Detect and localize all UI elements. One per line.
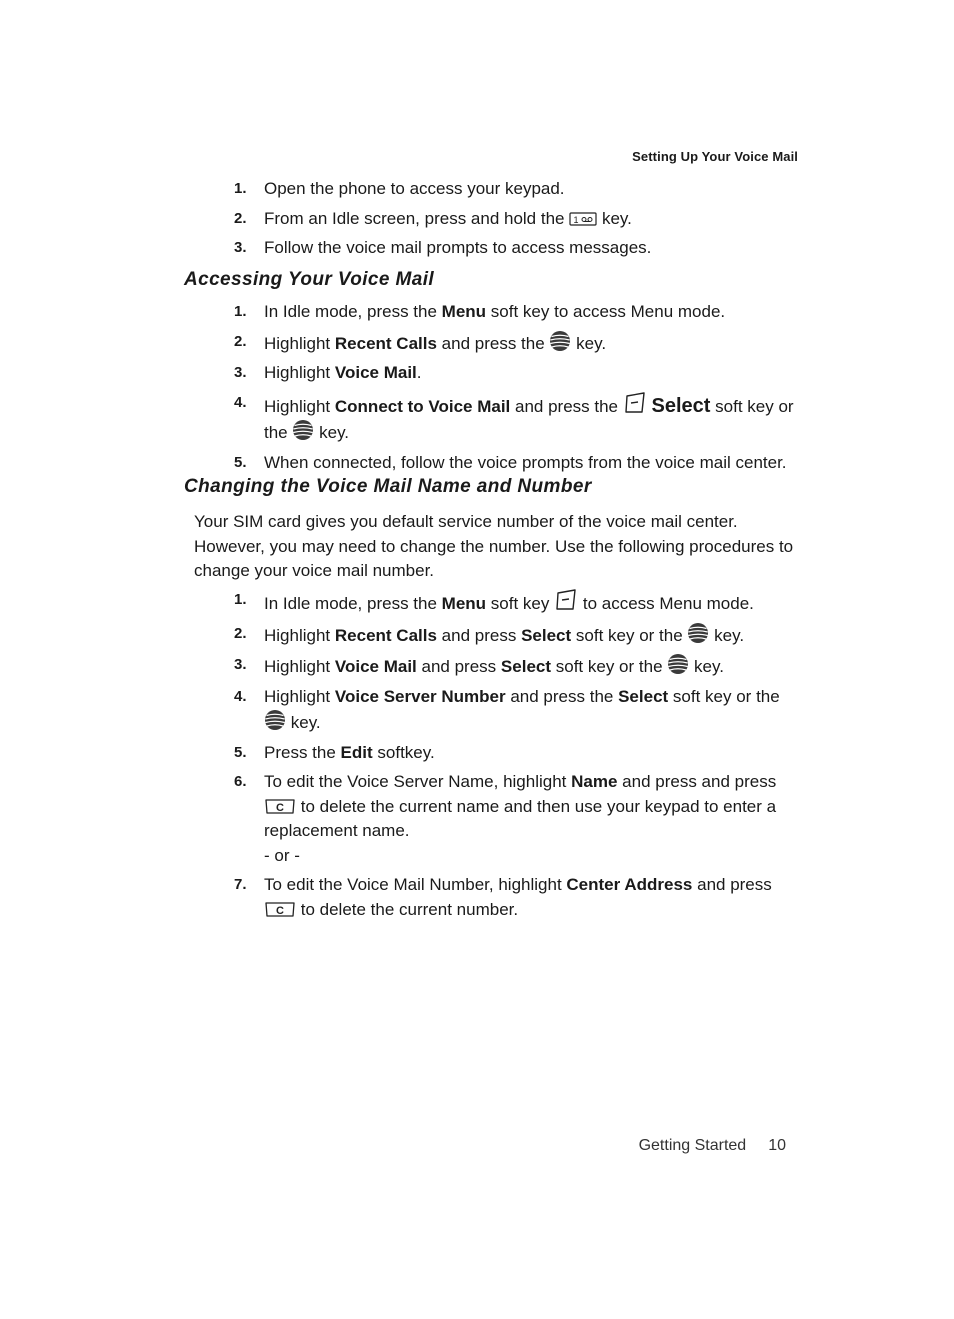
step-number: 2.: [234, 624, 247, 642]
menu-keyword: Menu: [441, 594, 487, 613]
clear-c-key-icon: [264, 900, 296, 918]
left-soft-key-icon: [623, 391, 647, 415]
step-text: To edit the Voice Server Name, highlight: [264, 772, 567, 791]
select-keyword: Select: [618, 686, 669, 706]
step-text: Open the phone to access your keypad.: [264, 179, 565, 198]
list-item: [234, 622, 800, 649]
att-globe-ok-key-icon: [667, 653, 689, 675]
list-item: [234, 770, 800, 868]
step-text: and press the: [510, 686, 614, 706]
menu-keyword: Menu: [441, 302, 487, 321]
select-keyword: Select: [651, 394, 711, 417]
step-number: 1.: [234, 180, 247, 197]
list-item: [234, 177, 800, 202]
step-text: soft key or the: [575, 625, 683, 645]
step-text: softkey.: [377, 742, 435, 762]
list-item: [234, 741, 800, 766]
left-soft-key-icon: [554, 588, 578, 612]
voice-server-number-keyword: Voice Server Number: [334, 686, 506, 706]
step-text: Follow the voice mail prompts to access messages.: [264, 238, 652, 257]
step-number: 6.: [234, 773, 247, 790]
step-text: key.: [576, 333, 607, 353]
step-number: 7.: [234, 876, 247, 893]
section-title-accessing: Accessing Your Voice Mail: [184, 269, 435, 290]
step-text: and press the: [441, 333, 545, 353]
step-number: 1.: [234, 591, 247, 608]
step-text: When connected, follow the voice prompts from the voice mail center.: [264, 452, 787, 472]
intro-paragraph: Your SIM card gives you default service number of the voice mail center. However, you may need to change the number. Use the following procedures to change your voice mail number.: [194, 512, 794, 580]
step-text: key.: [714, 625, 745, 645]
step-text: soft key or the: [264, 396, 794, 442]
voice-mail-keyword: Voice Mail: [334, 657, 417, 676]
step-text: key.: [601, 208, 632, 228]
changing-steps-list: [234, 588, 800, 922]
list-item: [234, 300, 800, 325]
recent-calls-keyword: Recent Calls: [334, 333, 437, 353]
step-text: Highlight: [264, 396, 331, 416]
att-globe-ok-key-icon: [549, 330, 571, 352]
running-header: Setting Up Your Voice Mail: [632, 149, 798, 164]
step-text: and press: [441, 625, 517, 645]
step-text: soft key: [490, 594, 550, 613]
step-number: 5.: [234, 743, 247, 761]
step-text: soft key to access Menu mode.: [490, 302, 726, 321]
step-text: Highlight: [264, 657, 331, 676]
step-text: key.: [694, 657, 724, 676]
step-text: and press: [697, 875, 772, 894]
step-text: Highlight: [264, 686, 331, 706]
list-item: [234, 873, 800, 922]
step-text: .: [416, 363, 422, 382]
att-globe-ok-key-icon: [264, 709, 286, 731]
step-number: 4.: [234, 393, 247, 411]
page-number: 10: [768, 1137, 786, 1154]
footer-section: Getting Started: [638, 1137, 747, 1154]
step-number: 4.: [234, 687, 247, 705]
step-number: 3.: [234, 656, 247, 673]
step-text: to delete the current number.: [300, 899, 519, 919]
voice-mail-keyword: Voice Mail: [334, 363, 417, 382]
connect-keyword: Connect to Voice Mail: [334, 396, 511, 416]
list-item: [234, 653, 800, 680]
step-text: Highlight: [264, 363, 331, 382]
step-text: key.: [290, 713, 321, 732]
select-keyword: Select: [521, 625, 572, 645]
step-text: to delete the current name and then use your keypad to enter a replacement name.: [264, 796, 777, 840]
step-text: key.: [319, 423, 350, 442]
step-number: 3.: [234, 364, 247, 381]
list-item: [234, 685, 800, 736]
step-text: In Idle mode, press the: [264, 594, 437, 613]
section-title-changing: Changing the Voice Mail Name and Number: [184, 476, 592, 497]
accessing-steps-list: [234, 300, 800, 475]
list-item: [234, 236, 800, 261]
recent-calls-keyword: Recent Calls: [334, 625, 437, 645]
list-item: [234, 451, 800, 476]
step-text: Highlight: [264, 625, 331, 645]
att-globe-ok-key-icon: [687, 622, 709, 644]
step-number: 2.: [234, 332, 247, 350]
step-text: Press the: [264, 742, 336, 762]
edit-keyword: Edit: [340, 742, 373, 762]
center-address-keyword: Center Address: [566, 875, 693, 894]
step-text: and press and press: [622, 772, 777, 791]
step-text: and press the: [515, 396, 619, 416]
list-item: [234, 588, 800, 617]
step-text: To edit the Voice Mail Number, highlight: [264, 875, 562, 894]
clear-c-key-icon: [264, 797, 296, 815]
list-item: [234, 391, 800, 446]
name-keyword: Name: [571, 772, 618, 791]
select-keyword: Select: [500, 657, 552, 676]
or-separator: - or -: [264, 845, 300, 865]
list-item: [234, 330, 800, 357]
step-number: 3.: [234, 239, 247, 256]
step-text: to access Menu mode.: [582, 594, 754, 613]
list-item: [234, 361, 800, 386]
att-globe-ok-key-icon: [292, 419, 314, 441]
step-text: soft key or the: [672, 686, 780, 706]
step-number: 5.: [234, 453, 247, 471]
step-text: From an Idle screen, press and hold the: [264, 208, 565, 228]
page-footer: [639, 1137, 786, 1155]
key-1-voicemail-icon: [569, 211, 597, 227]
list-item: [234, 207, 800, 232]
step-text: soft key or the: [555, 657, 663, 676]
step-text: Highlight: [264, 333, 331, 353]
setup-steps-list: [234, 177, 800, 261]
step-number: 1.: [234, 303, 247, 320]
step-text: and press: [421, 657, 497, 676]
step-text: In Idle mode, press the: [264, 302, 437, 321]
step-number: 2.: [234, 209, 247, 227]
